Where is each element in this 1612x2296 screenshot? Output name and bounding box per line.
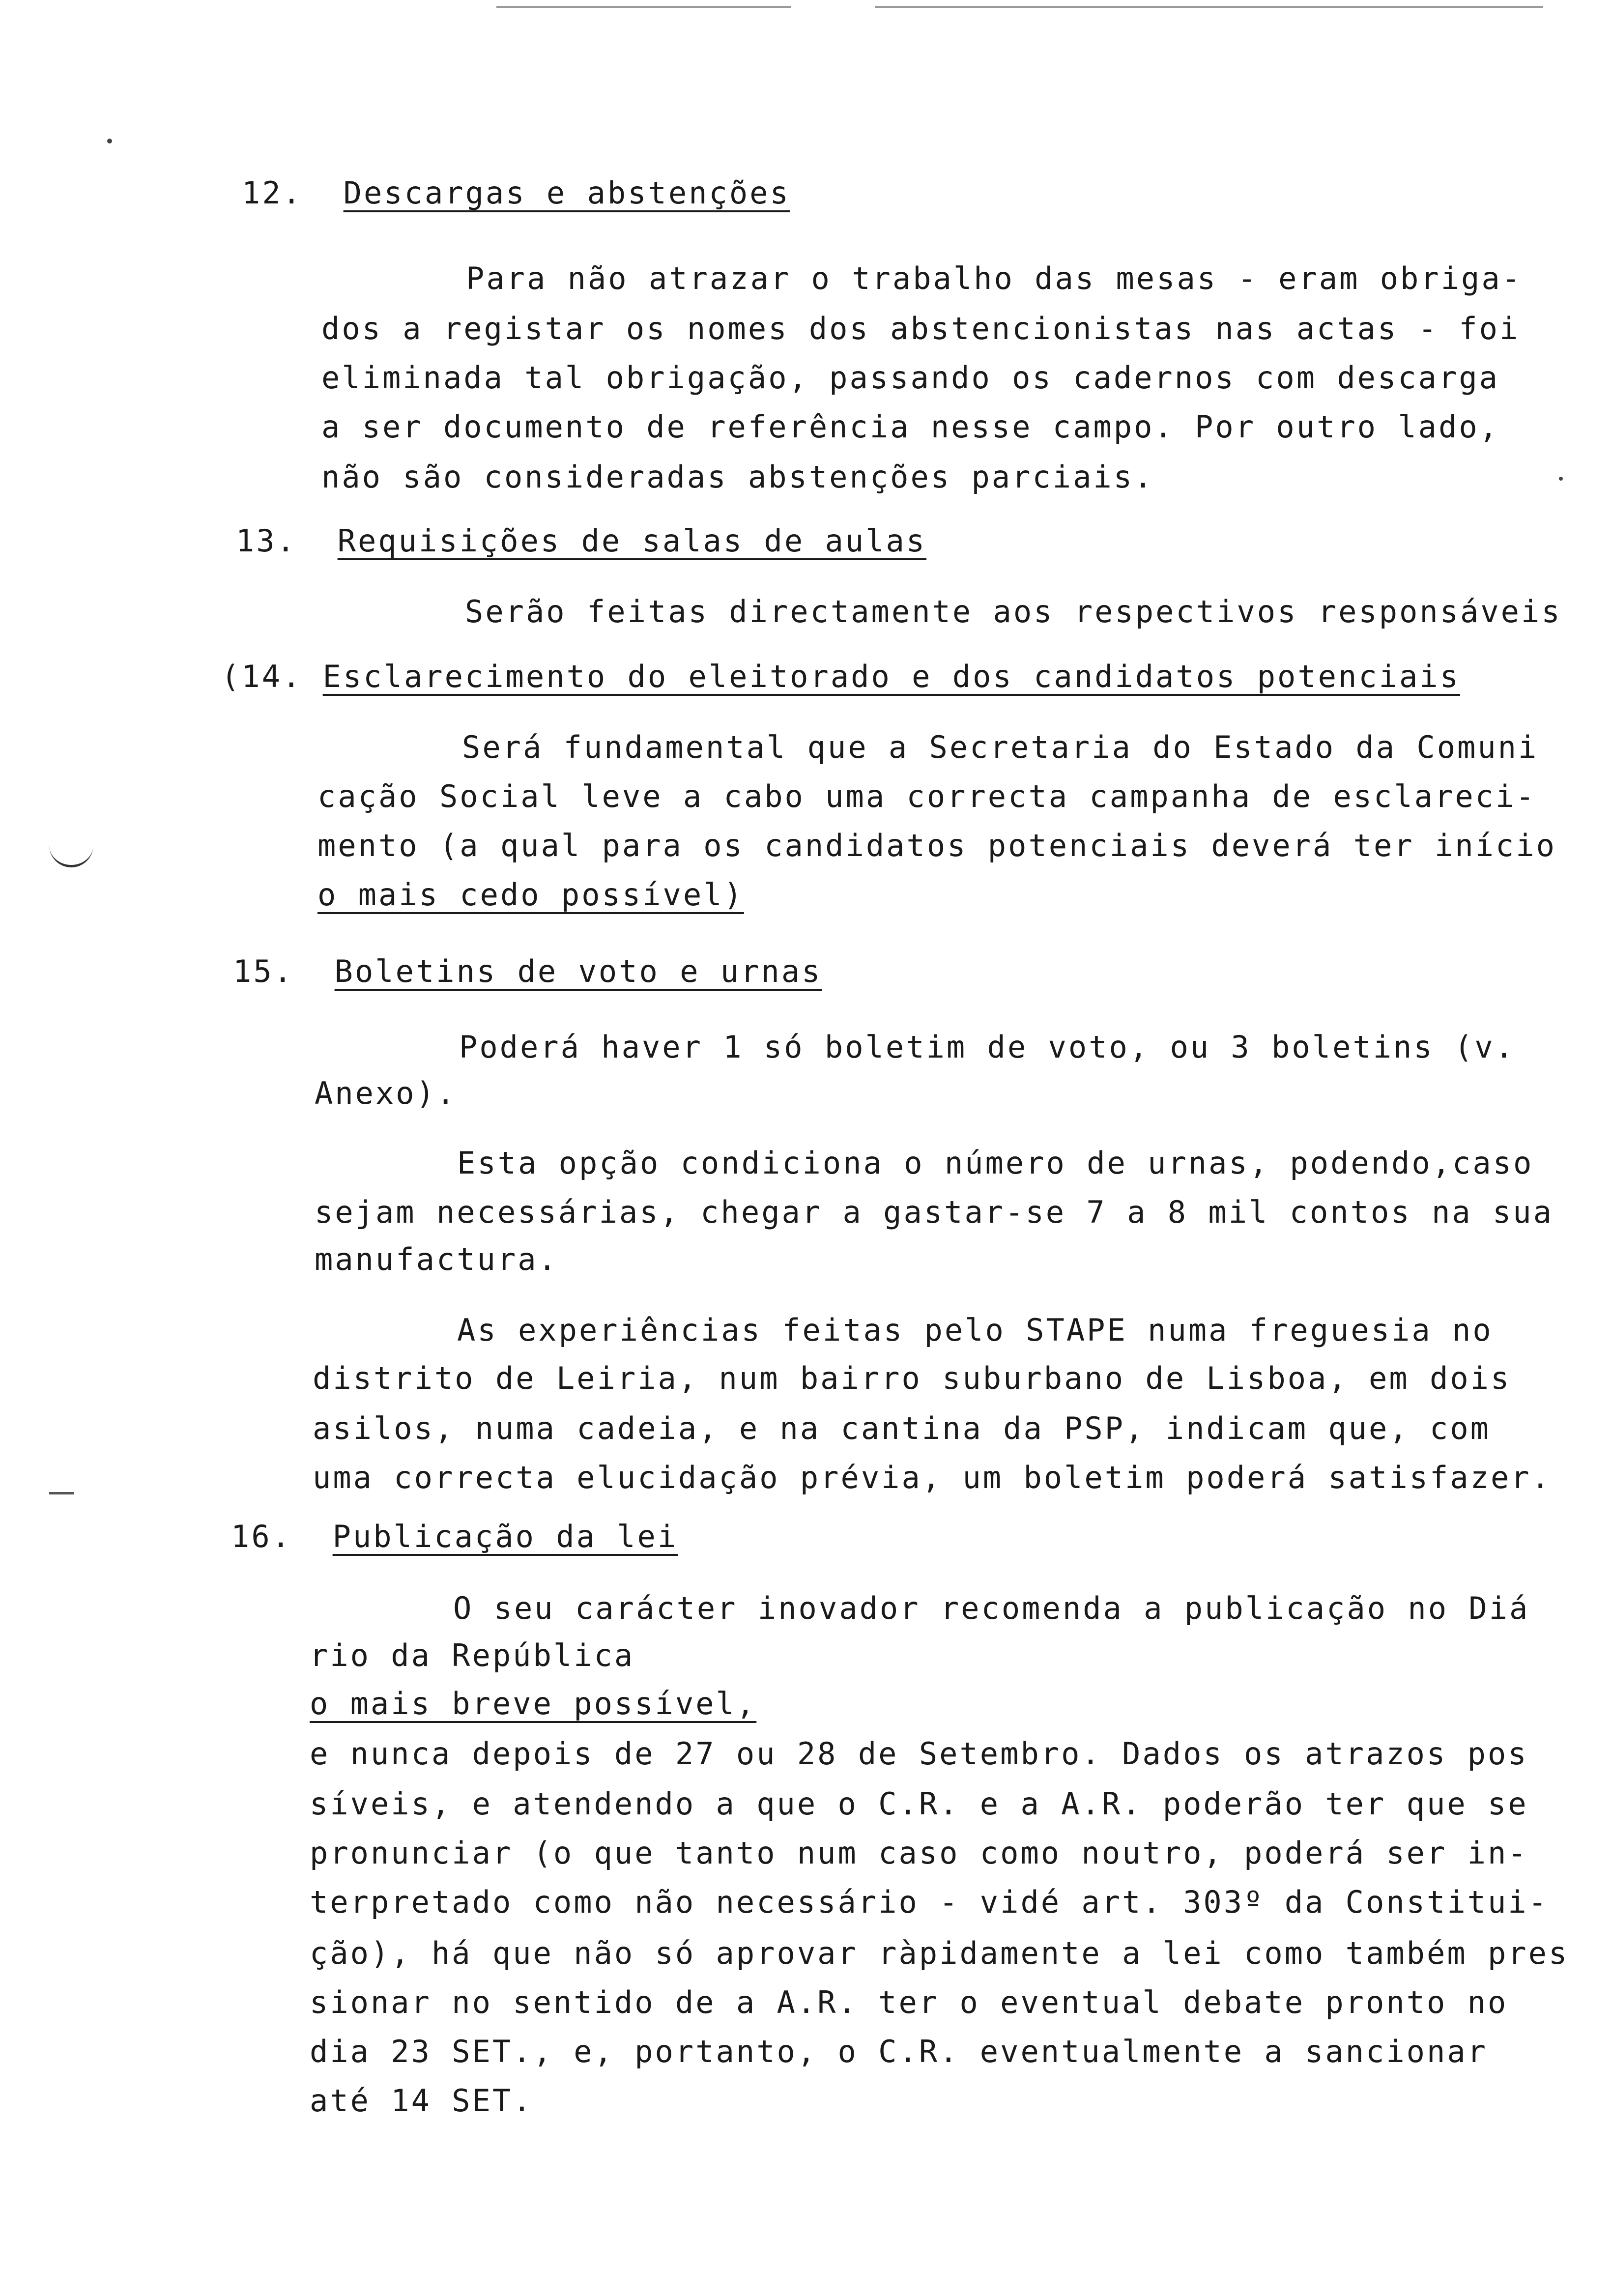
paragraph-line: sionar no sentido de a A.R. ter o eventual debate pronto no bbox=[310, 1984, 1508, 2020]
top-border-line bbox=[875, 6, 1543, 8]
scan-speck bbox=[107, 139, 112, 144]
section-heading-12 bbox=[242, 175, 790, 211]
section-number: 12. bbox=[242, 175, 303, 211]
paragraph-line: ção), há que não só aprovar ràpidamente a lei como também pres bbox=[310, 1935, 1569, 1971]
section-title: Esclarecimento do eleitorado e dos candidatos potenciais bbox=[322, 659, 1460, 694]
paragraph-line: Poderá haver 1 só boletim de voto, ou 3 boletins (v. bbox=[459, 1029, 1516, 1065]
paragraph-line: Serão feitas directamente aos respectivos responsáveis bbox=[465, 594, 1562, 630]
paragraph-line-underlined: o mais cedo possível) bbox=[317, 877, 744, 913]
paragraph-line: a ser documento de referência nesse campo. Por outro lado, bbox=[321, 409, 1499, 445]
section-number: 16. bbox=[231, 1519, 292, 1554]
paragraph-line-underlined: o mais breve possível, bbox=[310, 1686, 757, 1722]
paragraph-line: Esta opção condiciona o número de urnas, podendo,caso bbox=[457, 1145, 1534, 1181]
paragraph-line: rio da República bbox=[310, 1637, 635, 1673]
paragraph-line: até 14 SET. bbox=[310, 2083, 533, 2119]
section-heading-16 bbox=[231, 1521, 678, 1552]
section-number: (14. bbox=[221, 659, 303, 694]
paragraph-line: eliminada tal obrigação, passando os cadernos com descarga bbox=[321, 360, 1499, 396]
section-title: Publicação da lei bbox=[332, 1519, 678, 1554]
paragraph-line: asilos, numa cadeia, e na cantina da PSP, indicam que, com bbox=[313, 1410, 1491, 1446]
paragraph-line: mento (a qual para os candidatos potenciais deverá ter início bbox=[317, 828, 1556, 863]
section-number: 15. bbox=[233, 953, 294, 989]
paragraph-line: sejam necessárias, chegar a gastar-se 7 a 8 mil contos na sua bbox=[315, 1194, 1554, 1230]
section-number: 13. bbox=[236, 523, 297, 559]
paragraph-line: As experiências feitas pelo STAPE numa freguesia no bbox=[457, 1312, 1493, 1348]
paragraph-line: Será fundamental que a Secretaria do Estado da Comuni bbox=[462, 729, 1539, 765]
section-heading-15 bbox=[233, 953, 822, 989]
margin-mark bbox=[49, 835, 93, 867]
paragraph-line: terpretado como não necessário - vidé art. 303º da Constitui- bbox=[310, 1884, 1549, 1920]
paragraph-line: não são consideradas abstenções parciais. bbox=[321, 459, 1154, 495]
paragraph-line: Para não atrazar o trabalho das mesas - eram obriga- bbox=[466, 260, 1523, 296]
margin-mark bbox=[49, 1492, 74, 1494]
top-border-line bbox=[496, 6, 791, 8]
paragraph-line: distrito de Leiria, num bairro suburbano de Lisboa, em dois bbox=[313, 1360, 1511, 1396]
paragraph-line: dos a registar os nomes dos abstencionistas nas actas - foi bbox=[321, 311, 1520, 346]
section-title: Requisições de salas de aulas bbox=[337, 523, 927, 559]
paragraph-line: dia 23 SET., e, portanto, o C.R. eventualmente a sancionar bbox=[310, 2034, 1488, 2069]
section-heading-14 bbox=[221, 661, 1460, 692]
paragraph-line: e nunca depois de 27 ou 28 de Setembro. Dados os atrazos pos bbox=[310, 1736, 1528, 1772]
paragraph-line: pronunciar (o que tanto num caso como noutro, poderá ser in- bbox=[310, 1835, 1528, 1871]
scan-speck bbox=[1559, 477, 1563, 481]
paragraph-line: síveis, e atendendo a que o C.R. e a A.R. poderão ter que se bbox=[310, 1786, 1528, 1822]
section-heading-13 bbox=[236, 523, 927, 559]
section-title: Boletins de voto e urnas bbox=[334, 953, 822, 989]
section-title: Descargas e abstenções bbox=[343, 175, 790, 211]
paragraph-line: cação Social leve a cabo uma correcta campanha de esclareci- bbox=[317, 778, 1536, 814]
paragraph-line: O seu carácter inovador recomenda a publicação no Diá bbox=[453, 1590, 1530, 1626]
paragraph-line: manufactura. bbox=[315, 1241, 558, 1277]
paragraph-line: Anexo). bbox=[315, 1075, 457, 1111]
paragraph-line: uma correcta elucidação prévia, um boletim poderá satisfazer. bbox=[313, 1460, 1552, 1495]
